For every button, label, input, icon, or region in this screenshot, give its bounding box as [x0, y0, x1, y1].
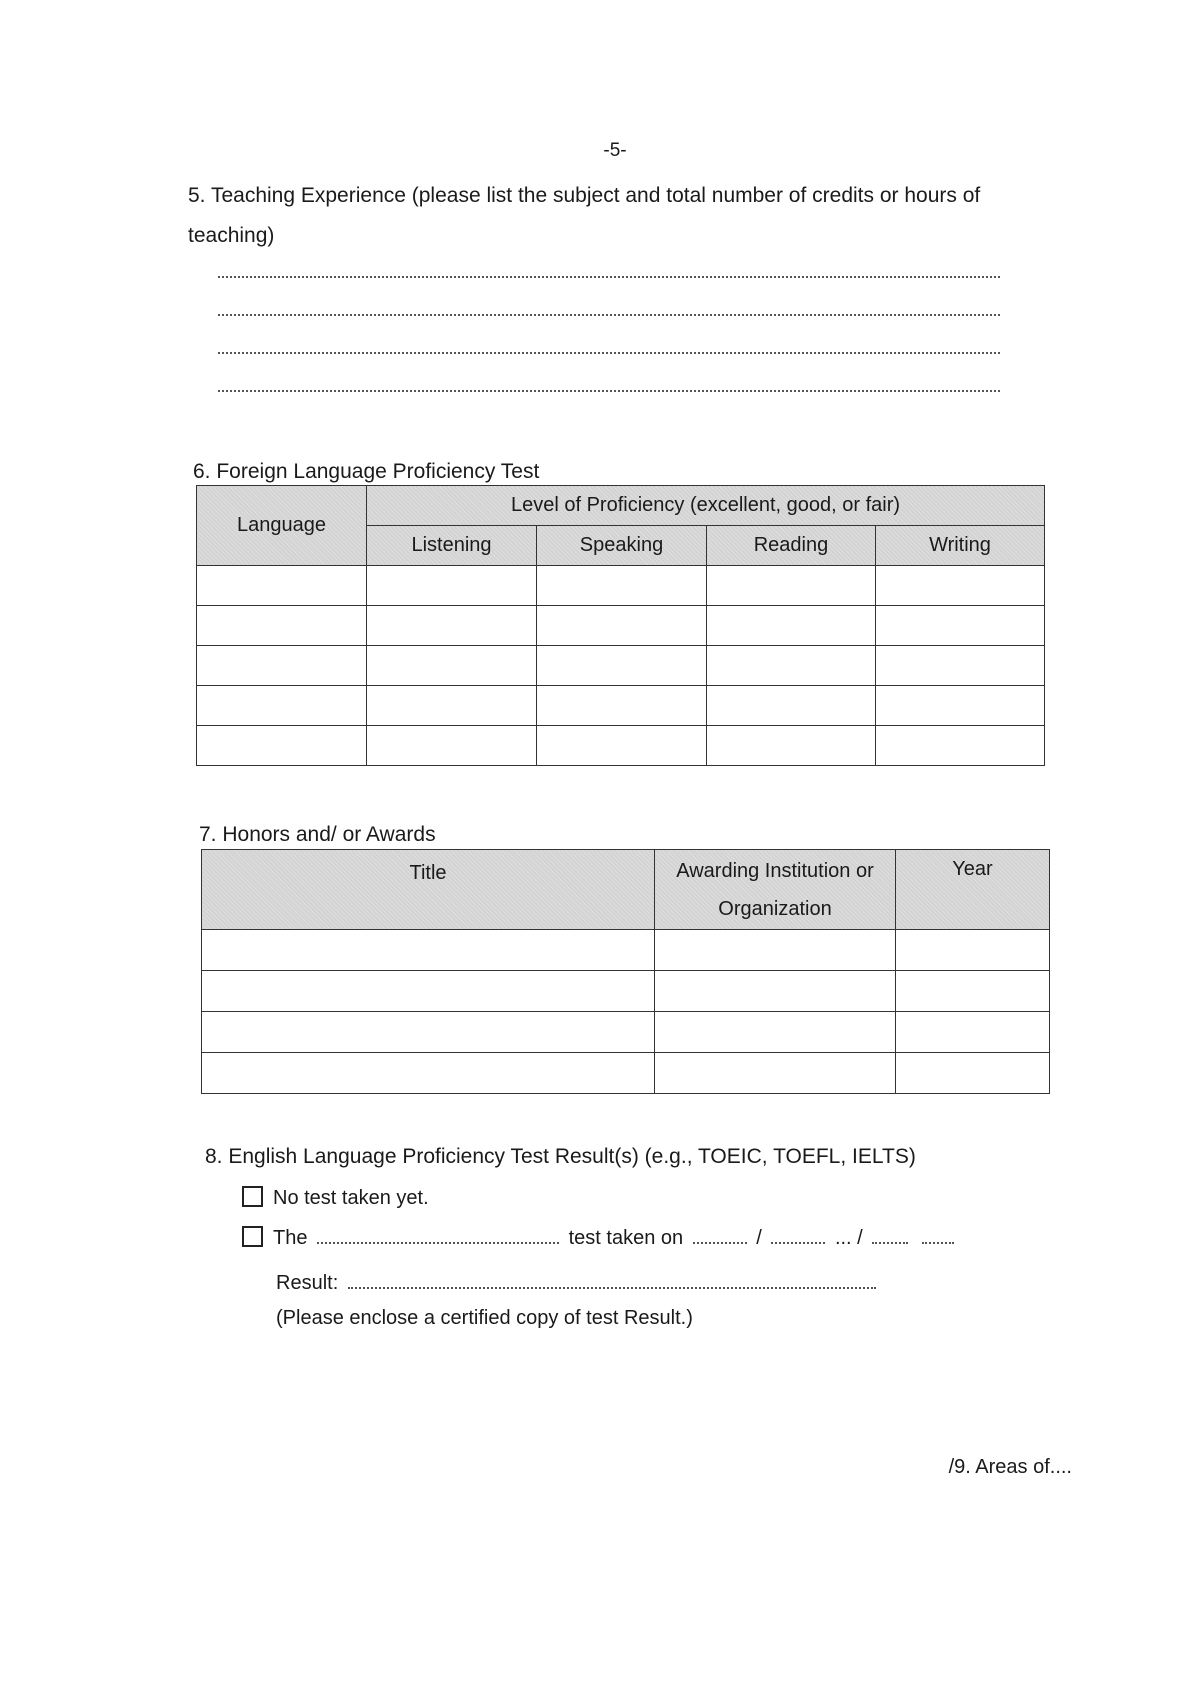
table-cell[interactable] — [367, 726, 537, 766]
header-title-label: Title — [409, 862, 447, 884]
teaching-experience-line-3[interactable] — [218, 352, 1000, 354]
header-writing: Writing — [876, 526, 1045, 566]
table-row — [197, 566, 1045, 606]
table-cell[interactable] — [876, 726, 1045, 766]
table-cell[interactable] — [896, 930, 1050, 971]
table-cell[interactable] — [707, 566, 876, 606]
table-cell[interactable] — [367, 566, 537, 606]
table-cell[interactable] — [537, 646, 707, 686]
section-6-title: 6. Foreign Language Proficiency Test — [193, 460, 540, 483]
section-5-title: 5. Teaching Experience (please list the subject and total number of credits or hours of teaching) — [188, 184, 981, 247]
table-cell[interactable] — [655, 930, 896, 971]
header-speaking: Speaking — [537, 526, 707, 566]
table-row — [202, 971, 1050, 1012]
date-slash-1: / — [756, 1227, 762, 1249]
table-cell[interactable] — [197, 566, 367, 606]
teaching-experience-line-2[interactable] — [218, 314, 1000, 316]
test-taken-checkbox[interactable] — [242, 1226, 263, 1247]
test-day-field[interactable] — [693, 1241, 747, 1244]
table-cell[interactable] — [537, 686, 707, 726]
enclose-note: (Please enclose a certified copy of test Result.) — [276, 1307, 693, 1329]
table-row — [202, 1012, 1050, 1053]
header-listening: Listening — [367, 526, 537, 566]
table-row — [202, 1053, 1050, 1094]
header-awarding-institution — [655, 850, 896, 930]
table-cell[interactable] — [202, 971, 655, 1012]
table-cell[interactable] — [655, 1053, 896, 1094]
header-year — [896, 850, 1050, 930]
table-row — [197, 646, 1045, 686]
table-cell[interactable] — [197, 726, 367, 766]
honors-awards-table — [201, 849, 1050, 1094]
language-proficiency-table — [196, 485, 1045, 766]
header-year-label: Year — [952, 858, 993, 880]
option-the-label: The — [273, 1227, 308, 1249]
page-number: -5- — [603, 140, 627, 161]
table-cell[interactable] — [202, 1053, 655, 1094]
result-label: Result: — [276, 1272, 339, 1294]
header-awarding-institution-line-1: Awarding Institution or — [676, 859, 874, 882]
section-7-title: 7. Honors and/ or Awards — [199, 823, 436, 846]
header-reading: Reading — [707, 526, 876, 566]
result-line — [276, 1272, 880, 1295]
result-field[interactable] — [348, 1286, 876, 1289]
table-cell[interactable] — [537, 566, 707, 606]
option-no-test — [242, 1186, 429, 1210]
no-test-checkbox[interactable] — [242, 1186, 263, 1207]
table-cell[interactable] — [707, 686, 876, 726]
table-row — [197, 606, 1045, 646]
table-cell[interactable] — [202, 930, 655, 971]
date-ellipsis: ... — [834, 1227, 852, 1249]
footer-continuation: /9. Areas of.... — [948, 1456, 1072, 1478]
table-cell[interactable] — [367, 686, 537, 726]
test-year-field-extra[interactable] — [922, 1241, 954, 1244]
table-cell[interactable] — [655, 971, 896, 1012]
test-taken-on-label: test taken on — [568, 1227, 684, 1249]
header-title — [202, 850, 655, 930]
table-cell[interactable] — [655, 1012, 896, 1053]
table-cell[interactable] — [367, 646, 537, 686]
option-test-taken — [242, 1226, 958, 1250]
test-name-field[interactable] — [317, 1241, 559, 1244]
header-level-of-proficiency: Level of Proficiency (excellent, good, or fair) — [367, 486, 1045, 526]
teaching-experience-line-4[interactable] — [218, 390, 1000, 392]
table-cell[interactable] — [876, 646, 1045, 686]
table-cell[interactable] — [896, 1053, 1050, 1094]
table-cell[interactable] — [707, 646, 876, 686]
table-row — [197, 686, 1045, 726]
test-month-field[interactable] — [771, 1241, 825, 1244]
table-cell[interactable] — [367, 606, 537, 646]
table-cell[interactable] — [537, 726, 707, 766]
table-cell[interactable] — [197, 686, 367, 726]
table-cell[interactable] — [202, 1012, 655, 1053]
test-year-field[interactable] — [872, 1241, 908, 1244]
table-cell[interactable] — [876, 606, 1045, 646]
table-cell[interactable] — [707, 606, 876, 646]
table-row — [197, 726, 1045, 766]
header-language: Language — [197, 486, 367, 566]
option-no-test-label: No test taken yet. — [273, 1187, 429, 1209]
table-cell[interactable] — [707, 726, 876, 766]
table-cell[interactable] — [876, 686, 1045, 726]
table-cell[interactable] — [896, 1012, 1050, 1053]
date-slash-2: / — [857, 1227, 863, 1249]
section-8-title: 8. English Language Proficiency Test Result(s) (e.g., TOEIC, TOEFL, IELTS) — [205, 1145, 916, 1168]
table-row — [202, 930, 1050, 971]
table-cell[interactable] — [896, 971, 1050, 1012]
header-awarding-institution-line-2: Organization — [718, 897, 832, 920]
table-cell[interactable] — [197, 606, 367, 646]
table-cell[interactable] — [876, 566, 1045, 606]
table-cell[interactable] — [537, 606, 707, 646]
table-cell[interactable] — [197, 646, 367, 686]
teaching-experience-line-1[interactable] — [218, 276, 1000, 278]
